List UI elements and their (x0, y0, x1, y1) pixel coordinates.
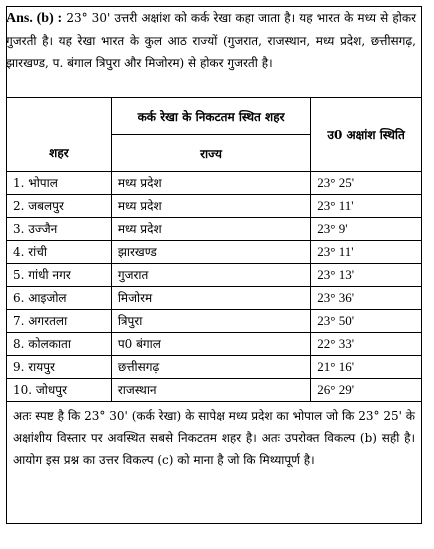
table-row (7, 172, 422, 195)
intro-paragraph (6, 7, 416, 74)
table-row (7, 264, 422, 287)
city-cell: 10. जोधपुर (7, 379, 112, 402)
city-cell: 3. उज्जैन (7, 218, 112, 241)
conclusion-paragraph: अतः स्पष्ट है कि 23° 30' (कर्क रेखा) के सापेक्ष मध्य प्रदेश का भोपाल जो कि 23° 25' के अक्षांशीय विस्तार पर अवस्थित सबसे निकटतम शहर है। अतः उपरोक्त विकल्प (b) सही है। आयोग इस प्रश्न का उत्तर विकल्प (c) को माना है जो कि मिथ्यापूर्ण है। (6, 403, 422, 524)
latitude-cell: 23° 50' (311, 310, 422, 333)
state-cell: प0 बंगाल (111, 333, 310, 356)
table-row (7, 333, 422, 356)
latitude-cell: 23° 11' (311, 241, 422, 264)
state-cell: झारखण्ड (111, 241, 310, 264)
table-row (7, 379, 422, 402)
state-cell: राजस्थान (111, 379, 310, 402)
latitude-cell: 23° 9' (311, 218, 422, 241)
city-cell: 2. जबलपुर (7, 195, 112, 218)
header-city: शहर (7, 135, 112, 172)
header-group: कर्क रेखा के निकटतम स्थित शहर (111, 98, 310, 135)
latitude-cell: 26° 29' (311, 379, 422, 402)
table-body (7, 172, 422, 402)
answer-label: Ans. (b) : (6, 11, 63, 26)
header-state: राज्य (111, 135, 310, 172)
city-cell: 1. भोपाल (7, 172, 112, 195)
header-spacer (7, 98, 112, 135)
city-cell: 6. आइजोल (7, 287, 112, 310)
latitude-cell: 22° 33' (311, 333, 422, 356)
city-cell: 5. गांधी नगर (7, 264, 112, 287)
city-cell: 9. रायपुर (7, 356, 112, 379)
latitude-cell: 23° 36' (311, 287, 422, 310)
city-cell: 8. कोलकाता (7, 333, 112, 356)
latitude-table (6, 97, 422, 402)
city-cell: 7. अगरतला (7, 310, 112, 333)
state-cell: मध्य प्रदेश (111, 172, 310, 195)
state-cell: मध्य प्रदेश (111, 195, 310, 218)
latitude-cell: 21° 16' (311, 356, 422, 379)
intro-text: 23° 30' उत्तरी अक्षांश को कर्क रेखा कहा जाता है। यह भारत के मध्य से होकर गुजरती है। यह रेखा भारत के कुल आठ राज्यों (गुजरात, राजस्थान, मध्य प्रदेश, छत्तीसगढ़, झारखण्ड, प. बंगाल त्रिपुरा और मिजोरम) से होकर गुजरती है। (6, 11, 416, 70)
state-cell: मध्य प्रदेश (111, 218, 310, 241)
table-row (7, 241, 422, 264)
state-cell: छत्तीसगढ़ (111, 356, 310, 379)
latitude-cell: 23° 25' (311, 172, 422, 195)
header-latitude: उ0 अक्षांश स्थिति (311, 98, 422, 172)
table-row (7, 218, 422, 241)
table-row (7, 287, 422, 310)
table-row (7, 356, 422, 379)
city-cell: 4. रांची (7, 241, 112, 264)
table-row (7, 195, 422, 218)
latitude-cell: 23° 11' (311, 195, 422, 218)
state-cell: गुजरात (111, 264, 310, 287)
table-row (7, 310, 422, 333)
state-cell: त्रिपुरा (111, 310, 310, 333)
latitude-cell: 23° 13' (311, 264, 422, 287)
state-cell: मिजोरम (111, 287, 310, 310)
